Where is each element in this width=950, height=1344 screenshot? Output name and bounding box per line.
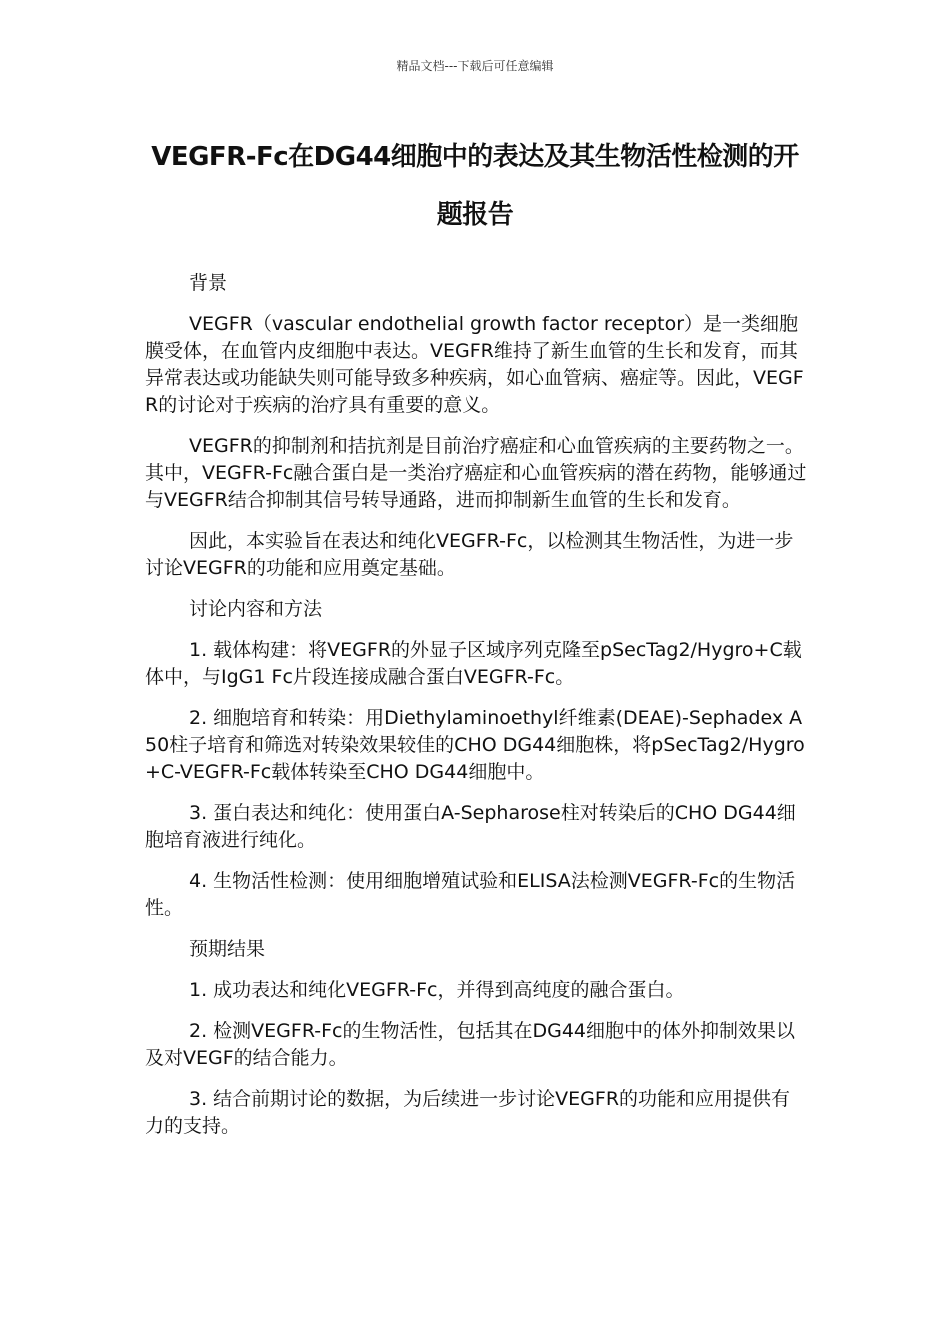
- background-heading: 背景: [189, 272, 228, 294]
- results-item-2: 2. 检测VEGFR-Fc的生物活性，包括其在DG44细胞中的体外抑制效果以及对VEGF的结合能力。: [145, 1020, 796, 1069]
- methods-item-1: 1. 载体构建：将VEGFR的外显子区域序列克隆至pSecTag2/Hygro+C载体中，与IgG1 Fc片段连接成融合蛋白VEGFR-Fc。: [145, 639, 802, 688]
- methods-heading: 讨论内容和方法: [189, 598, 323, 620]
- methods-item-3: 3. 蛋白表达和纯化：使用蛋白A-Sepharose柱对转染后的CHO DG44细胞培育液进行纯化。: [145, 802, 796, 851]
- background-paragraph-1: VEGFR（vascular endothelial growth factor receptor）是一类细胞膜受体，在血管内皮细胞中表达。VEGFR维持了新生血管的生长和发育，而其异常表达或功能缺失则可能导致多种疾病，如心血管病、癌症等。因此，VEGFR的讨论对于疾病的治疗具有重要的意义。: [145, 313, 804, 416]
- results-item-3: 3. 结合前期讨论的数据，为后续进一步讨论VEGFR的功能和应用提供有力的支持。: [145, 1088, 791, 1137]
- background-paragraph-3: 因此，本实验旨在表达和纯化VEGFR-Fc，以检测其生物活性，为进一步讨论VEGFR的功能和应用奠定基础。: [145, 530, 794, 579]
- document-body: [145, 270, 807, 1154]
- results-item-1: 1. 成功表达和纯化VEGFR-Fc，并得到高纯度的融合蛋白。: [189, 979, 685, 1001]
- document-title: VEGFR-Fc在DG44细胞中的表达及其生物活性检测的开题报告: [151, 142, 799, 230]
- methods-item-2: 2. 细胞培育和转染：用Diethylaminoethyl纤维素(DEAE)-Sephadex A50柱子培育和筛选对转染效果较佳的CHO DG44细胞株，将pSecTag2/Hygro+C-VEGFR-Fc载体转染至CHO DG44细胞中。: [145, 707, 805, 783]
- background-paragraph-2: VEGFR的抑制剂和拮抗剂是目前治疗癌症和心血管疾病的主要药物之一。其中，VEGFR-Fc融合蛋白是一类治疗癌症和心血管疾病的潜在药物，能够通过与VEGFR结合抑制其信号转导通路，进而抑制新生血管的生长和发育。: [145, 435, 807, 511]
- results-heading: 预期结果: [189, 938, 266, 960]
- header-note: 精品文档---下载后可任意编辑: [396, 59, 554, 73]
- methods-item-4: 4. 生物活性检测：使用细胞增殖试验和ELISA法检测VEGFR-Fc的生物活性。: [145, 870, 796, 919]
